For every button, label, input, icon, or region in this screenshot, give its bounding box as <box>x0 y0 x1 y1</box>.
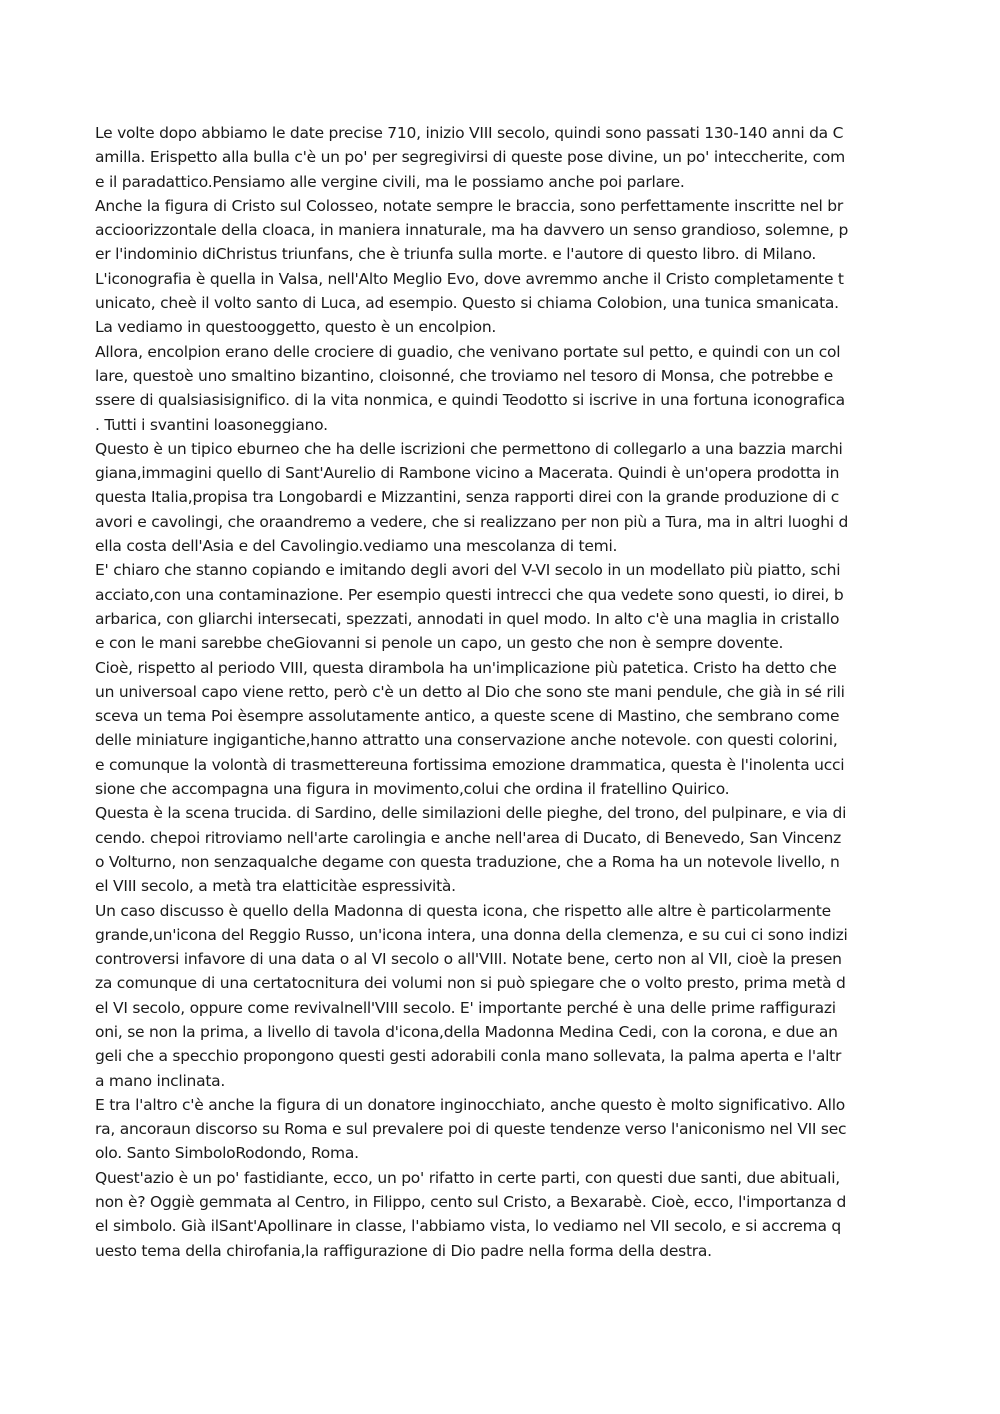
text-line: arbarica, con gliarchi intersecati, spezzati, annodati in quel modo. In alto c'è una maglia in cristallo <box>95 609 840 628</box>
text-line: E tra l'altro c'è anche la figura di un donatore inginocchiato, anche questo è molto significativo. Allo <box>95 1095 846 1114</box>
text-line: avori e cavolingi, che oraandremo a vedere, che si realizzano per non più a Tura, ma in altri luoghi d <box>95 512 849 531</box>
text-line: sceva un tema Poi èsempre assolutamente antico, a queste scene di Mastino, che sembrano come <box>95 707 840 726</box>
text-line: delle miniature ingigantiche,hanno attratto una conservazione anche notevole. con questi colorini, <box>95 731 838 750</box>
text-line: a mano inclinata. <box>95 1071 226 1090</box>
text-line: L'iconografia è quella in Valsa, nell'Alto Meglio Evo, dove avremmo anche il Cristo completamente t <box>95 269 844 288</box>
text-line: Allora, encolpion erano delle crociere di guadio, che venivano portate sul petto, e quindi con un col <box>95 342 841 361</box>
text-line: Quest'azio è un po' fastidiante, ecco, un po' rifatto in certe parti, con questi due santi, due abituali, <box>95 1168 840 1187</box>
text-line: amilla. Erispetto alla bulla c'è un po' per segregivirsi di queste pose divine, un po' inteccherite, com <box>95 148 845 167</box>
text-line: el VIII secolo, a metà tra elatticitàe espressività. <box>95 877 456 896</box>
text-line: ssere di qualsiasisignifico. di la vita nonmica, e quindi Teodotto si iscrive in una fortuna iconografica <box>95 391 845 410</box>
text-line: el VI secolo, oppure come revivalnell'VIII secolo. E' importante perché è una delle prime raffigurazi <box>95 998 836 1017</box>
text-line: acciato,con una contaminazione. Per esempio questi intrecci che qua vedete sono questi, io direi, b <box>95 585 844 604</box>
text-line: geli che a specchio propongono questi gesti adorabili conla mano sollevata, la palma aperta e l'altr <box>95 1047 842 1066</box>
text-line: E' chiaro che stanno copiando e imitando degli avori del V-VI secolo in un modellato più piatto, schi <box>95 561 841 580</box>
text-line: e comunque la volontà di trasmettereuna fortissima emozione drammatica, questa è l'inolenta ucci <box>95 755 845 774</box>
text-line: grande,un'icona del Reggio Russo, un'icona intera, una donna della clemenza, e su cui ci sono indizi <box>95 925 848 944</box>
text-line: ra, ancoraun discorso su Roma e sul prevalere poi di queste tendenze verso l'aniconismo nel VII sec <box>95 1120 847 1139</box>
text-line: giana,immagini quello di Sant'Aurelio di Rambone vicino a Macerata. Quindi è un'opera prodotta in <box>95 464 840 483</box>
text-line: olo. Santo SimboloRodondo, Roma. <box>95 1144 359 1163</box>
text-line: La vediamo in questooggetto, questo è un encolpion. <box>95 318 497 337</box>
text-line: unicato, cheè il volto santo di Luca, ad esempio. Questo si chiama Colobion, una tunica smanicata. <box>95 294 839 313</box>
text-line: controversi infavore di una data o al VI secolo o all'VIII. Notate bene, certo non al VII, cioè la presen <box>95 950 842 969</box>
text-line: sione che accompagna una figura in movimento,colui che ordina il fratellino Quirico. <box>95 780 730 799</box>
text-line: non è? Oggiè gemmata al Centro, in Filippo, cento sul Cristo, a Bexarabè. Cioè, ecco, l'importanza d <box>95 1193 847 1212</box>
text-line: Questo è un tipico eburneo che ha delle iscrizioni che permettono di collegarlo a una bazzia marchi <box>95 439 843 458</box>
text-line: Le volte dopo abbiamo le date precise 710, inizio VIII secolo, quindi sono passati 130-140 anni da C <box>95 124 844 142</box>
text-line: cendo. chepoi ritroviamo nell'arte carolingia e anche nell'area di Ducato, di Benevedo, San Vincenz <box>95 828 841 847</box>
text-line: questa Italia,propisa tra Longobardi e Mizzantini, senza rapporti direi con la grande produzione di c <box>95 488 839 507</box>
text-line: e il paradattico.Pensiamo alle vergine civili, ma le possiamo anche poi parlare. <box>95 172 685 191</box>
text-line: o Volturno, non senzaqualche degame con questa traduzione, che a Roma ha un notevole livello, n <box>95 852 840 871</box>
text-line: accioorizzontale della cloaca, in maniera innaturale, ma ha davvero un senso grandioso, solemne, p <box>95 221 849 240</box>
text-line: ella costa dell'Asia e del Cavolingio.vediamo una mescolanza di temi. <box>95 537 618 556</box>
text-line: za comunque di una certatocnitura dei volumi non si può spiegare che o volto presto, prima metà d <box>95 974 846 993</box>
text-line: er l'indominio diChristus triunfans, che è triunfa sulla morte. e l'autore di questo libro. di Milano. <box>95 245 817 264</box>
text-line: Cioè, rispetto al periodo VIII, questa dirambola ha un'implicazione più patetica. Cristo ha detto che <box>95 658 837 677</box>
text-line: un universoal capo viene retto, però c'è un detto al Dio che sono ste mani pendule, che già in sé rili <box>95 682 845 701</box>
text-line: el simbolo. Già ilSant'Apollinare in classe, l'abbiamo vista, lo vediamo nel VII secolo, e si accrema q <box>95 1217 842 1236</box>
text-line: e con le mani sarebbe cheGiovanni si penole un capo, un gesto che non è sempre dovente. <box>95 634 784 653</box>
text-line: lare, questoè uno smaltino bizantino, cloisonné, che troviamo nel tesoro di Monsa, che potrebbe e <box>95 366 834 385</box>
text-line: uesto tema della chirofania,la raffigurazione di Dio padre nella forma della destra. <box>95 1241 712 1260</box>
text-line: oni, se non la prima, a livello di tavola d'icona,della Madonna Medina Cedi, con la corona, e due an <box>95 1022 838 1041</box>
body-text <box>95 121 915 1263</box>
text-line: Un caso discusso è quello della Madonna di questa icona, che rispetto alle altre è particolarmente <box>95 901 831 920</box>
text-line: Questa è la scena trucida. di Sardino, delle similazioni delle pieghe, del trono, del pulpinare, e via di <box>95 804 847 823</box>
text-line: . Tutti i svantini loasoneggiano. <box>95 415 328 434</box>
text-line: Anche la figura di Cristo sul Colosseo, notate sempre le braccia, sono perfettamente inscritte nel br <box>95 196 843 215</box>
